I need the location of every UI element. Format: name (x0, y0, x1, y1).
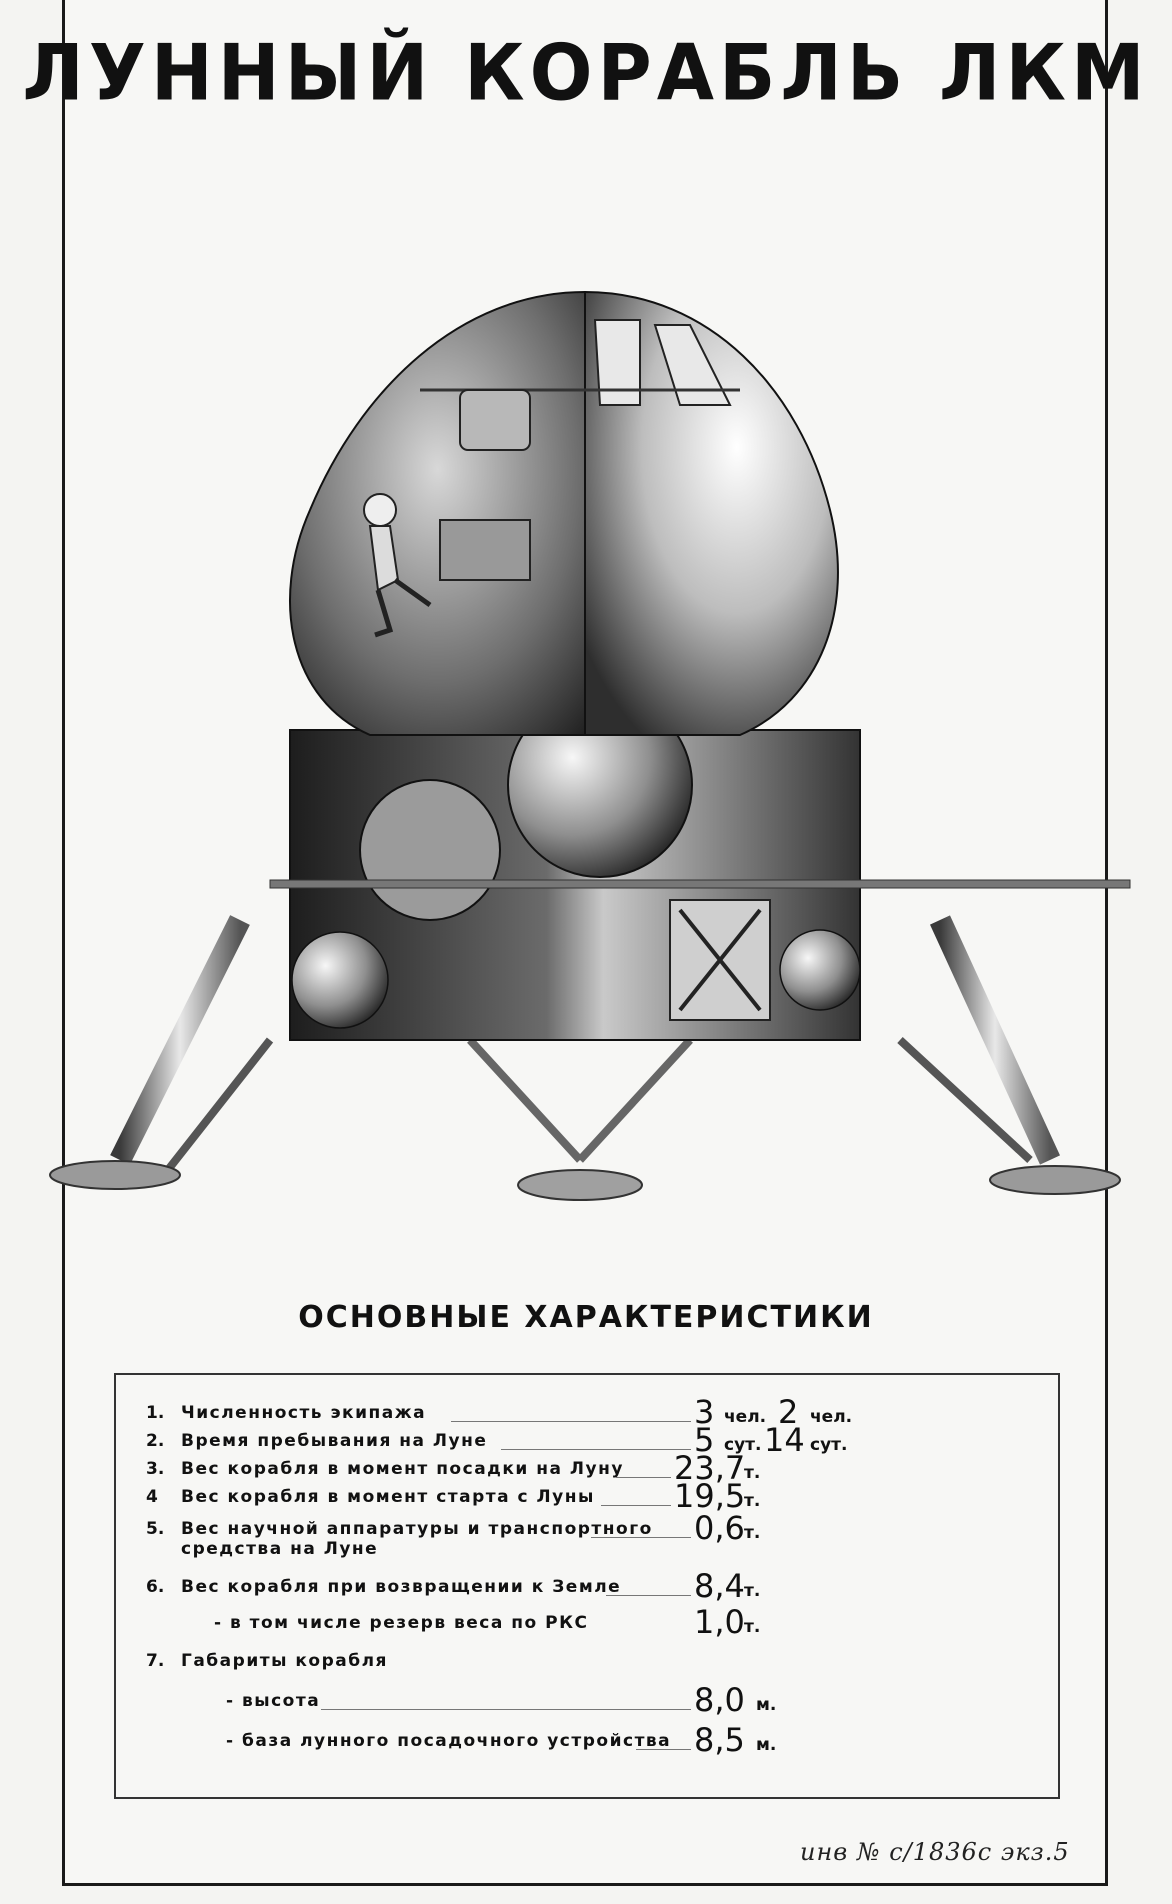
spec-label: Габариты корабля (181, 1651, 388, 1671)
spec-label (181, 1519, 653, 1559)
leader-line (501, 1449, 691, 1450)
cabin-cutaway (290, 292, 585, 735)
spec-unit: т. (744, 1581, 761, 1601)
spec-label: Вес корабля в момент старта с Луны (181, 1487, 595, 1507)
inventory-number: инв № с/1836с экз.5 (800, 1838, 1070, 1866)
spec-unit: чел. (724, 1407, 767, 1427)
internal-tank (360, 780, 500, 920)
spec-row-height (116, 1681, 1062, 1719)
spec-value-alt: 14 (764, 1421, 805, 1459)
spec-label: - база лунного посадочного устройства (226, 1731, 672, 1751)
spec-value: 8,0 (694, 1681, 745, 1719)
control-panel (440, 520, 530, 580)
spec-value-alt: 2 (778, 1393, 799, 1431)
spec-row-return-mass (116, 1567, 1062, 1605)
spec-unit: т. (744, 1463, 761, 1483)
leader-line (616, 1477, 671, 1478)
spec-label: Время пребывания на Луне (181, 1431, 488, 1451)
spec-unit-alt: сут. (810, 1435, 848, 1455)
spec-value: 23,7 (674, 1449, 746, 1487)
section-title: ОСНОВНЫЕ ХАРАКТЕРИСТИКИ (298, 1300, 874, 1335)
spec-number: 3. (146, 1459, 165, 1479)
spec-unit: сут. (724, 1435, 762, 1455)
spec-label: Численность экипажа (181, 1403, 427, 1423)
spec-row-reserve (116, 1603, 1062, 1641)
spec-number: 1. (146, 1403, 165, 1423)
leader-line (601, 1505, 671, 1506)
leader-line (321, 1709, 691, 1710)
lunar-module-illustration (40, 280, 1140, 1225)
spec-value: 3 (694, 1393, 715, 1431)
spec-value: 8,5 (694, 1721, 745, 1759)
spec-row-dimensions (116, 1645, 1062, 1679)
spec-unit: т. (744, 1617, 761, 1637)
spec-value: 19,5 (674, 1477, 746, 1515)
spec-value: 8,4 (694, 1567, 745, 1605)
spec-number: 4 (146, 1487, 158, 1507)
internal-hatch (460, 390, 530, 450)
tank-right (780, 930, 860, 1010)
spec-unit: м. (756, 1735, 777, 1755)
landing-frame (270, 880, 1130, 888)
spec-row-base (116, 1721, 1062, 1759)
spec-number: 7. (146, 1651, 165, 1671)
page-title: ЛУННЫЙ КОРАБЛЬ ЛКМ (22, 27, 1150, 119)
spec-number: 2. (146, 1431, 165, 1451)
spec-unit-alt: чел. (810, 1407, 853, 1427)
spec-label: - высота (226, 1691, 321, 1711)
leader-line (451, 1421, 691, 1422)
spec-unit: т. (744, 1491, 761, 1511)
spec-label: Вес корабля в момент посадки на Луну (181, 1459, 624, 1479)
leader-line (591, 1537, 691, 1538)
spec-number: 5. (146, 1519, 165, 1539)
spec-label-line1: Вес научной аппаратуры и транспортного (181, 1519, 653, 1539)
spec-unit: т. (744, 1523, 761, 1543)
spec-unit: м. (756, 1695, 777, 1715)
spec-label: - в том числе резерв веса по РКС (214, 1613, 589, 1633)
spec-label-line2: средства на Луне (181, 1539, 379, 1559)
spec-label: Вес корабля при возвращении к Земле (181, 1577, 622, 1597)
specifications-table (114, 1373, 1060, 1799)
spec-number: 6. (146, 1577, 165, 1597)
spec-value: 0,6 (694, 1509, 745, 1547)
spec-value: 1,0 (694, 1603, 745, 1641)
leader-line (636, 1749, 691, 1750)
window-left (595, 320, 640, 405)
spec-row-science-mass (116, 1509, 1062, 1563)
tank-left (292, 932, 388, 1028)
spec-value: 5 (694, 1421, 715, 1459)
footpads (50, 1161, 1120, 1200)
leader-line (606, 1595, 691, 1596)
spec-row-launch-mass (116, 1477, 1062, 1515)
